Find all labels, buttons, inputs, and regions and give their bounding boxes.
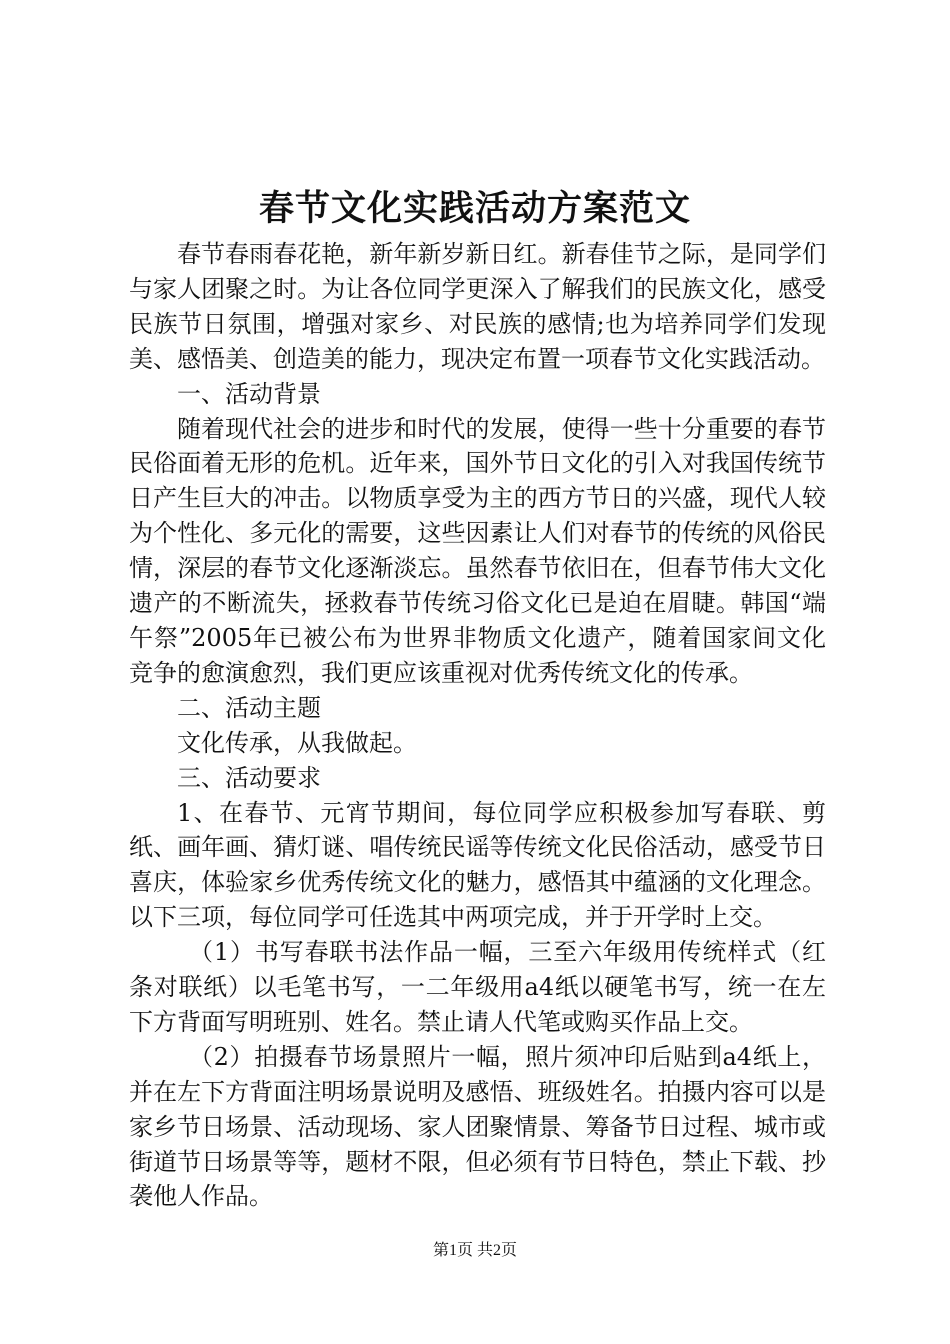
section-heading-theme: 二、活动主题 <box>177 693 321 722</box>
document-title: 春节文化实践活动方案范文 <box>258 188 691 229</box>
requirement-item-1: （1）书写春联书法作品一幅，三至六年级用传统样式（红条对联纸）以毛笔书写，一二年级用a4纸以硬笔书写，统一在左下方背面写明班别、姓名。禁止请人代笔或购买作品上交。 <box>129 938 826 1036</box>
document-body <box>129 237 826 1214</box>
background-paragraph: 随着现代社会的进步和时代的发展，使得一些十分重要的春节民俗面着无形的危机。近年来，国外节日文化的引入对我国传统节日产生巨大的冲击。以物质享受为主的西方节日的兴盛，现代人较为个性化、多元化的需要，这些因素让人们对春节的传统的风俗民情，深层的春节文化逐渐淡忘。虽然春节依旧在，但春节伟大文化遗产的不断流失，拯救春节传统习俗文化已是迫在眉睫。韩国“端午祭”2005年已被公布为世界非物质文化遗产，随着国家间文化竞争的愈演愈烈，我们更应该重视对优秀传统文化的传承。 <box>129 414 826 687</box>
requirement-paragraph-1: 1、在春节、元宵节期间，每位同学应积极参加写春联、剪纸、画年画、猜灯谜、唱传统民谣等传统文化民俗活动，感受节日喜庆，体验家乡优秀传统文化的魅力，感悟其中蕴涵的文化理念。以下三项，每位同学可任选其中两项完成，并于开学时上交。 <box>129 798 826 932</box>
requirement-item-2: （2）拍摄春节场景照片一幅，照片须冲印后贴到a4纸上，并在左下方背面注明场景说明及感悟、班级姓名。拍摄内容可以是家乡节日场景、活动现场、家人团聚情景、筹备节日过程、城市或街道节日场景等等，题材不限，但必须有节日特色，禁止下载、抄袭他人作品。 <box>129 1042 826 1211</box>
section-heading-background: 一、活动背景 <box>177 379 321 408</box>
theme-paragraph: 文化传承，从我做起。 <box>177 728 417 757</box>
intro-paragraph: 春节春雨春花艳，新年新岁新日红。新春佳节之际，是同学们与家人团聚之时。为让各位同学更深入了解我们的民族文化，感受民族节日氛围，增强对家乡、对民族的感情;也为培养同学们发现美、感悟美、创造美的能力，现决定布置一项春节文化实践活动。 <box>129 240 826 373</box>
section-heading-requirements: 三、活动要求 <box>177 763 321 792</box>
page-footer: 第1页 共2页 <box>432 1242 517 1259</box>
